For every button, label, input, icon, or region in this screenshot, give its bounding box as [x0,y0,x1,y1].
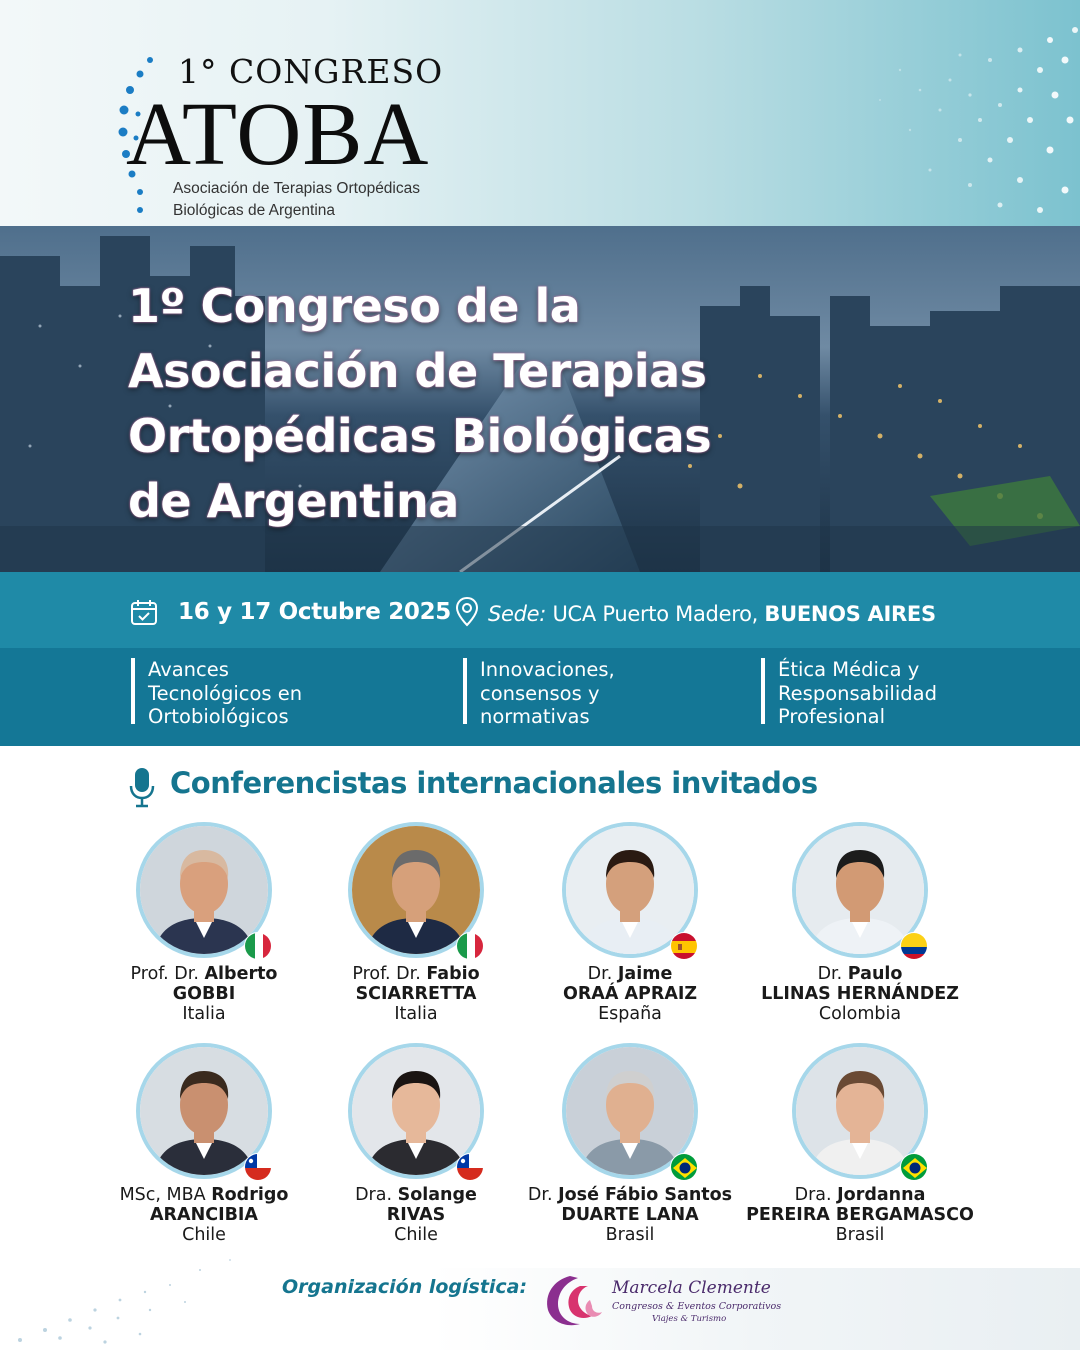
speaker-info [296,964,536,1024]
venue-place: UCA Puerto Madero, [552,602,758,626]
speaker-title-name [296,964,536,984]
speaker-prefix: Dr. [817,964,843,984]
speakers-section-title: Conferencistas internacionales invitados [170,766,818,800]
speaker-first-name: Alberto [204,964,278,984]
topic-line: Ortobiológicos [148,705,289,728]
congress-title-line2: Asociación de Terapias [128,344,707,398]
speaker-first-name: Fabio [426,964,480,984]
congress-title-line4: de Argentina [128,474,459,528]
logo-subtitle-line2: Biológicas de Argentina [173,202,336,219]
event-info-bar [0,572,1080,648]
decorative-dot-pattern [0,1230,260,1350]
topic-item [463,658,615,728]
microphone-icon [128,766,156,808]
speaker-title-name [740,964,980,984]
speaker-country: Brasil [605,1225,655,1245]
organizer-label: Organización logística: [282,1276,528,1298]
colombia-flag-icon [900,932,928,960]
speaker-first-name: Jaime [617,964,673,984]
event-venue [488,602,936,626]
atoba-logo [118,52,458,222]
speaker-prefix: Prof. Dr. [130,964,199,984]
marcela-clemente-logo [540,1270,780,1332]
hero-banner [0,226,1080,572]
decorative-dot-pattern [720,0,1080,226]
speaker-first-name: Rodrigo [211,1185,289,1205]
speaker-last-name: LLINAS HERNÁNDEZ [761,984,959,1004]
speaker-prefix: Dra. [794,1185,832,1205]
location-pin-icon [455,596,479,628]
speaker-prefix: Dra. [355,1185,393,1205]
congress-title-line3: Ortopédicas Biológicas [128,409,712,463]
speaker-info [510,964,750,1024]
speaker-title-name [740,1185,980,1205]
topic-line: Innovaciones, [480,658,615,681]
topic-line: Profesional [778,705,886,728]
speaker-info [740,964,980,1024]
speaker-country: Brasil [835,1225,885,1245]
logo-congress-label: 1° CONGRESO [178,52,444,91]
speaker-title-name [510,964,750,984]
speaker-prefix: Dr. [587,964,613,984]
congress-title-line1: 1º Congreso de la [128,279,581,333]
topic-line: consensos y [480,681,600,705]
speaker-country: Italia [182,1004,226,1024]
speaker-title-name [84,1185,324,1205]
speaker-prefix: Prof. Dr. [352,964,421,984]
speaker-first-name: Jordanna [837,1185,926,1205]
speaker-prefix: Dr. [527,1185,553,1205]
topic-item [761,658,937,728]
speaker-last-name: PEREIRA BERGAMASCO [746,1205,974,1225]
topic-line: Avances [148,658,229,681]
speaker-country: Chile [394,1225,438,1245]
speaker-last-name: RIVAS [386,1205,446,1225]
speaker-info [84,964,324,1024]
italy-flag-icon [456,932,484,960]
organizer-tagline: Congresos & Eventos Corporativos [612,1301,782,1312]
speaker-title-name [510,1185,750,1205]
speaker-country: Italia [394,1004,438,1024]
topics-bar [0,648,1080,746]
organizer-name: Marcela Clemente [612,1278,771,1298]
speaker-country: Chile [182,1225,226,1245]
speaker-info [510,1185,750,1245]
chile-flag-icon [244,1153,272,1181]
spain-flag-icon [670,932,698,960]
speaker-info [740,1185,980,1245]
speaker-last-name: SCIARRETTA [355,984,477,1004]
speaker-first-name: José Fábio Santos [558,1185,733,1205]
speaker-last-name: ARANCIBIA [150,1205,258,1225]
speaker-info [296,1185,536,1245]
chile-flag-icon [456,1153,484,1181]
congress-title [128,274,888,534]
speaker-country: España [598,1004,662,1024]
topic-line: Ética Médica y [778,658,920,681]
brazil-flag-icon [670,1153,698,1181]
logo-subtitle [173,178,420,222]
speaker-prefix: MSc, MBA [119,1185,206,1205]
event-date: 16 y 17 Octubre 2025 [178,599,452,625]
header-banner [0,0,1080,226]
venue-city: BUENOS AIRES [764,602,936,626]
brazil-flag-icon [900,1153,928,1181]
organizer-tagline-2: Viajes & Turismo [652,1314,727,1324]
italy-flag-icon [244,932,272,960]
speaker-first-name: Paulo [847,964,903,984]
organizer-logo-mark [540,1270,610,1332]
topic-line: normativas [480,705,590,728]
calendar-icon [130,598,158,626]
logo-wordmark: ATOBA [126,85,430,184]
topic-item [131,658,303,728]
speaker-last-name: GOBBI [172,984,236,1004]
speaker-title-name [84,964,324,984]
speaker-last-name: ORAÁ APRAIZ [562,984,698,1004]
speaker-first-name: Solange [397,1185,477,1205]
speaker-last-name: DUARTE LANA [561,1205,699,1225]
logo-subtitle-line1: Asociación de Terapias Ortopédicas [173,180,420,197]
topic-line: Tecnológicos en [148,681,303,705]
speaker-country: Colombia [818,1004,902,1024]
venue-label: Sede: [488,602,547,626]
topic-line: Responsabilidad [778,681,937,705]
speaker-title-name [296,1185,536,1205]
